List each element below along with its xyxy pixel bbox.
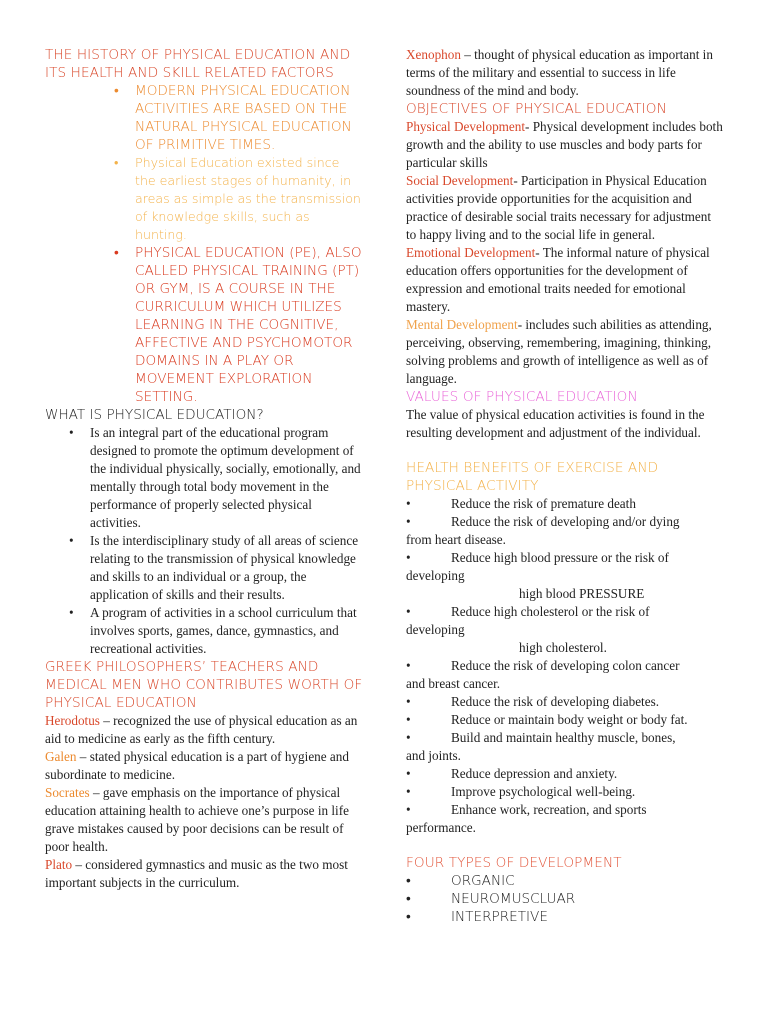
health-item: [406, 603, 724, 621]
health-heading: HEALTH BENEFITS OF EXERCISE AND PHYSICAL ACTIVITY: [406, 460, 659, 494]
health-item-cont: and joints.: [406, 748, 461, 763]
bullet-icon: •: [406, 891, 411, 907]
objective-name: Social Development: [406, 173, 514, 188]
philosopher-socrates: [45, 784, 363, 856]
bullet-icon: •: [406, 514, 411, 529]
document-title: THE HISTORY OF PHYSICAL EDUCATION AND ITS HEALTH AND SKILL RELATED FACTORS: [45, 47, 351, 81]
what-is-heading: WHAT IS PHYSICAL EDUCATION?: [45, 407, 264, 423]
philosopher-name: Socrates: [45, 785, 90, 800]
objective-physical: [406, 118, 724, 172]
health-item-cont: performance.: [406, 820, 476, 835]
health-item-text: Reduce the risk of premature death: [451, 496, 636, 511]
bullet-icon: •: [406, 496, 411, 511]
what-is-bullet-list: [90, 424, 363, 658]
four-types-item-text: NEUROMUSCLUAR: [451, 891, 576, 907]
objective-desc: - Physical development includes both growth and the ability to use muscles and body parts for particular skills: [406, 119, 723, 170]
intro-bullet-list: [135, 82, 363, 406]
philosopher-desc: – gave emphasis on the importance of physical education attaining health to achieve one’s purpose in life grave mistakes caused by poor decisions can be result of poor health.: [45, 785, 349, 854]
bullet-icon: •: [406, 784, 411, 799]
objective-social: [406, 172, 724, 244]
what-is-bullet-3: • A program of activities in a school curriculum that involves sports, games, dance, gymnastics, and recreational activities.: [90, 604, 363, 658]
philosopher-plato: [45, 856, 363, 892]
four-types-item-text: INTERPRETIVE: [451, 909, 548, 925]
four-types-item: [406, 872, 724, 890]
philosopher-name: Xenophon: [406, 47, 461, 62]
greek-heading: GREEK PHILOSOPHERS’ TEACHERS AND MEDICAL MEN WHO CONTRIBUTES WORTH OF PHYSICAL EDUCATION: [45, 659, 363, 711]
philosopher-desc: – thought of physical education as important in terms of the military and essential to success in life soundness of the mind and body.: [406, 47, 713, 98]
four-types-item: [406, 908, 724, 926]
health-item-text: Reduce high cholesterol or the risk of: [451, 604, 650, 619]
objective-desc: - includes such abilities as attending, perceiving, observing, remembering, imagining, thinking, solving problems and growth of intelligence as well as of language.: [406, 317, 712, 386]
objective-name: Mental Development: [406, 317, 518, 332]
health-item-text: Enhance work, recreation, and sports: [451, 802, 647, 817]
right-column: [406, 46, 724, 926]
health-item-text: Build and maintain healthy muscle, bones,: [451, 730, 676, 745]
what-is-bullet-2: • Is the interdisciplinary study of all areas of science relating to the transmission of physical knowledge and skills to an individual or a group, the application of skills and their results.: [90, 532, 363, 604]
what-is-bullet-1: • Is an integral part of the educational program designed to promote the optimum development of the individual physically, socially, emotionally, and mentally through total body movement in the performance of properly selected physical activities.: [90, 424, 363, 532]
philosopher-name: Plato: [45, 857, 73, 872]
intro-bullet-1: • MODERN PHYSICAL EDUCATION ACTIVITIES ARE BASED ON THE NATURAL PHYSICAL EDUCATION OF PRIMITIVE TIMES.: [135, 82, 363, 154]
philosopher-xenophon: [406, 46, 724, 100]
health-item: [406, 729, 724, 747]
health-item-indent: high cholesterol.: [519, 640, 607, 655]
philosopher-desc: – stated physical education is a part of hygiene and subordinate to medicine.: [45, 749, 349, 782]
left-column: [45, 46, 363, 892]
philosopher-name: Herodotus: [45, 713, 100, 728]
objective-desc: - Participation in Physical Education activities provide opportunities for the acquisition and practice of desirable social traits necessary for adjustment to happy living and to the social life in general.: [406, 173, 712, 242]
health-item-cont: developing: [406, 568, 465, 583]
bullet-icon: •: [406, 802, 411, 817]
objective-desc: - The informal nature of physical education offers opportunities for the development of expression and emotional traits needed for emotional mastery.: [406, 245, 710, 314]
health-item-text: Reduce the risk of developing and/or dying: [451, 514, 680, 529]
intro-bullet-2: • Physical Education existed since the earliest stages of humanity, in areas as simple as the transmission of knowledge skills, such as hunting.: [135, 154, 363, 244]
health-item-cont: from heart disease.: [406, 532, 506, 547]
four-types-item: [406, 890, 724, 908]
objective-emotional: [406, 244, 724, 316]
bullet-icon: •: [406, 909, 411, 925]
philosopher-desc: – considered gymnastics and music as the two most important subjects in the curriculum.: [45, 857, 348, 890]
bullet-icon: •: [406, 604, 411, 619]
health-item: [406, 711, 724, 729]
health-benefits-list: [406, 495, 724, 837]
health-item: [406, 765, 724, 783]
objective-mental: [406, 316, 724, 388]
health-item: [406, 783, 724, 801]
four-types-heading: FOUR TYPES OF DEVELOPMENT: [406, 855, 622, 871]
philosopher-galen: [45, 748, 363, 784]
bullet-icon: •: [406, 712, 411, 727]
philosopher-herodotus: [45, 712, 363, 748]
objective-name: Emotional Development: [406, 245, 536, 260]
health-item-text: Improve psychological well-being.: [451, 784, 636, 799]
health-item: [406, 693, 724, 711]
health-item-indent: high blood PRESSURE: [519, 586, 645, 601]
objectives-heading: OBJECTIVES OF PHYSICAL EDUCATION: [406, 101, 667, 117]
health-item-text: Reduce high blood pressure or the risk of: [451, 550, 669, 565]
health-item: [406, 801, 724, 819]
health-item: [406, 657, 724, 675]
health-item: [406, 549, 724, 567]
health-item-text: Reduce depression and anxiety.: [451, 766, 618, 781]
values-heading: VALUES OF PHYSICAL EDUCATION: [406, 389, 638, 405]
bullet-icon: •: [406, 766, 411, 781]
health-item: [406, 495, 724, 513]
four-types-list: [406, 872, 724, 926]
bullet-icon: •: [406, 658, 411, 673]
objective-name: Physical Development: [406, 119, 526, 134]
four-types-item-text: ORGANIC: [451, 873, 515, 889]
philosopher-desc: – recognized the use of physical education as an aid to medicine as early as the fifth century.: [45, 713, 358, 746]
bullet-icon: •: [406, 550, 411, 565]
health-item-text: Reduce the risk of developing colon cancer: [451, 658, 680, 673]
health-item-cont: developing: [406, 622, 465, 637]
health-item-text: Reduce or maintain body weight or body fat.: [451, 712, 688, 727]
health-item-cont: and breast cancer.: [406, 676, 501, 691]
health-item: [406, 513, 724, 531]
bullet-icon: •: [406, 873, 411, 889]
philosopher-name: Galen: [45, 749, 77, 764]
values-text: The value of physical education activities is found in the resulting development and adjustment of the individual.: [406, 407, 705, 440]
health-item-text: Reduce the risk of developing diabetes.: [451, 694, 660, 709]
bullet-icon: •: [406, 730, 411, 745]
bullet-icon: •: [406, 694, 411, 709]
intro-bullet-3: • PHYSICAL EDUCATION (PE), ALSO CALLED PHYSICAL TRAINING (PT) OR GYM, IS A COURSE IN THE CURRICULUM WHICH UTILIZES LEARNING IN THE COGNITIVE, AFFECTIVE AND PSYCHOMOTOR DOMAINS IN A PLAY OR MOVEMENT EXPLORATION SETTING.: [135, 244, 363, 406]
